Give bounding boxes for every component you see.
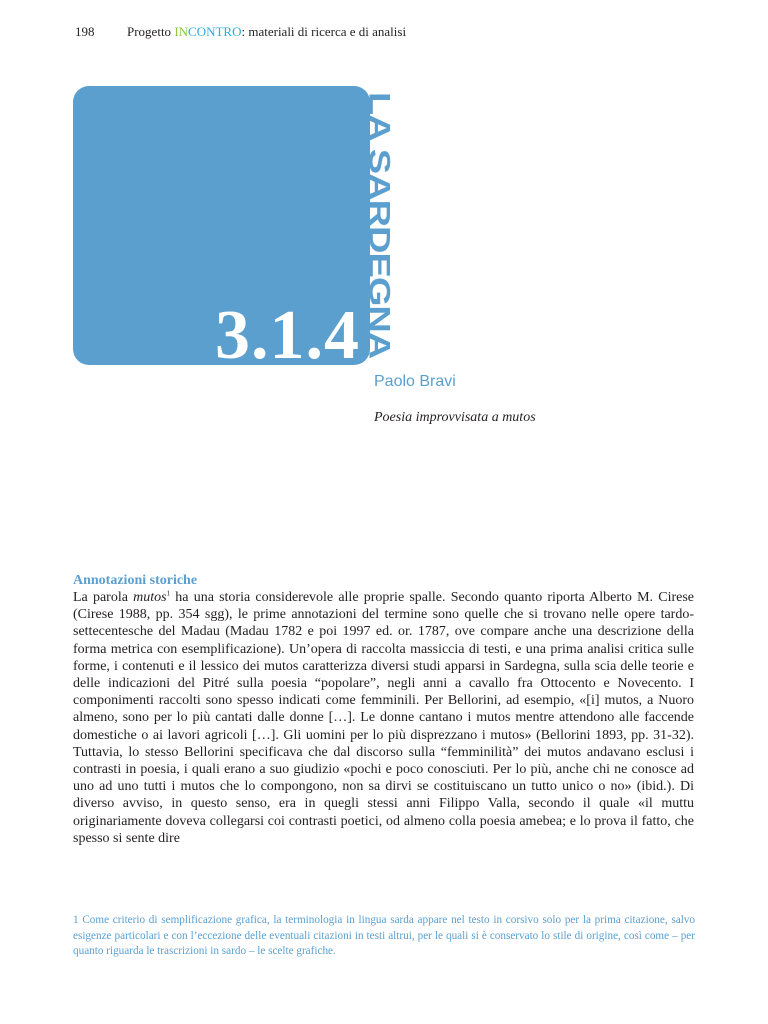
- header-project-contro: CONTRO: [188, 24, 242, 39]
- chapter-subtitle: Poesia improvvisata a mutos: [374, 410, 536, 425]
- body-intro: La parola: [73, 590, 134, 605]
- header-project-prefix: Progetto: [127, 24, 175, 39]
- running-header: [75, 24, 406, 40]
- section-heading: Annotazioni storiche: [73, 573, 198, 588]
- chapter-title: LA SARDEGNA: [362, 92, 396, 359]
- page-number: 198: [75, 24, 95, 39]
- body-italic-term: mutos: [133, 590, 167, 605]
- chapter-number: 3.1.4: [215, 297, 360, 374]
- header-project-suffix: : materiali di ricerca e di analisi: [241, 24, 407, 39]
- footnote: 1 Come criterio di semplificazione grafica, la terminologia in lingua sarda appare nel testo in corsivo solo per la prima citazione, salvo esigenze particolari e con l’eccezione delle eventuali citazioni in testi altrui, per le quali si è conservato lo stile di origine, così come – per quanto riguarda le trascrizioni in sardo – le scelte grafiche.: [73, 914, 695, 958]
- footnote-ref[interactable]: 1: [166, 589, 171, 598]
- chapter-box: [73, 86, 370, 374]
- header-project-in: IN: [174, 24, 189, 39]
- body-rest: ha una storia considerevole alle proprie spalle. Secondo quanto riporta Alberto M. Cirese (Cirese 1988, pp. 354 sgg), le prime annotazioni del termine sono quelle che si trovano nelle opere tardo-settecentesche del Madau (Madau 1782 e poi 1997 ed. or. 1787, ove compare anche una descrizione della forma metrica con esemplificazione). Un’opera di raccolta massiccia di testi, e una prima analisi critica sulle forme, i contenuti e il lessico dei mutos caratterizza diversi studi apparsi in Sardegna, sulla scia delle teorie e delle indicazioni del Pitré sulla poesia “popolare”, negli anni a cavallo fra Ottocento e Novecento. I componimenti raccolti sono spesso indicati come femminili. Per Bellorini, ad esempio, «[i] mutos, a Nuoro almeno, sono per lo più cantati dalle donne […]. Le donne cantano i mutos mentre attendono alle faccende domestiche o ai lavori agricoli […]. Gli uomini per lo più disprezzano i mutos» (Bellorini 1893, pp. 31-32). Tuttavia, lo stesso Bellorini specificava che dal discorso sulla “femminilità” dei mutos andavano esclusi i contrasti in poesia, i quali erano a suo giudizio «pochi e poco conosciuti. Per lo più, anche chi ne conosce ad uno ad uno tutti i mutos che lo compongono, non sa dirvi se costituiscano un tutto unico o no» (ibid.). Di diverso avviso, in questo senso, era in quegli stessi anni Filippo Valla, secondo il quale «il muttu originariamente doveva collegarsi coi contrasti poetici, od almeno colla poesia amebea; e lo prova il fatto, che spesso si sente dire: [73, 590, 694, 846]
- body-paragraph: [73, 589, 694, 847]
- author-name: Paolo Bravi: [374, 373, 456, 390]
